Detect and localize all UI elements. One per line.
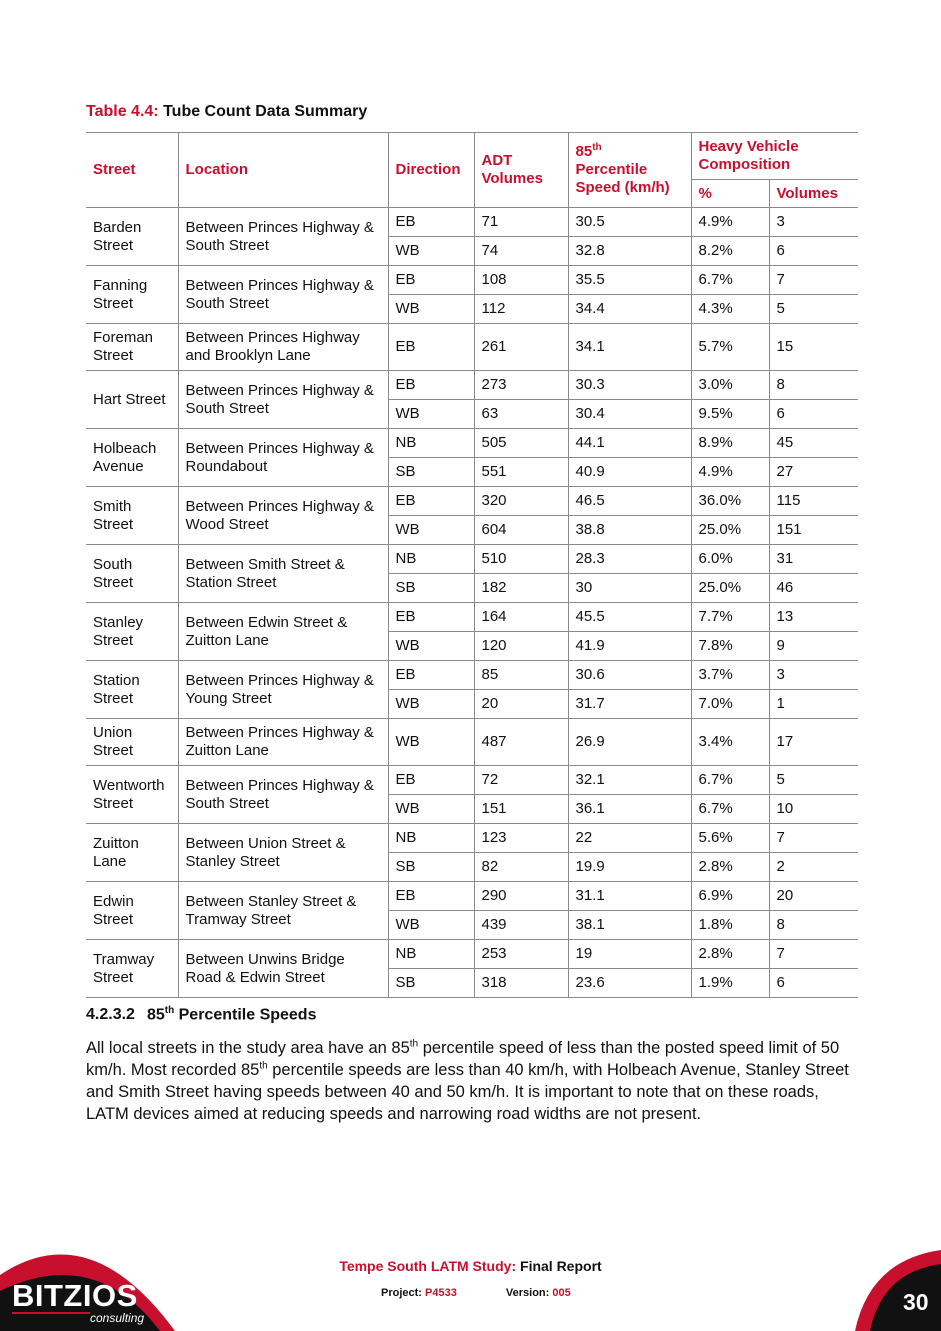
- cell-adt: 108: [474, 266, 568, 295]
- cell-direction: NB: [388, 429, 474, 458]
- cell-heavy-volumes: 8: [769, 371, 858, 400]
- report-meta: Project: P4533 Version: 005: [381, 1287, 571, 1299]
- cell-adt: 63: [474, 400, 568, 429]
- cell-heavy-volumes: 31: [769, 545, 858, 574]
- cell-85th-speed: 23.6: [568, 969, 691, 998]
- cell-85th-speed: 32.8: [568, 237, 691, 266]
- cell-heavy-volumes: 7: [769, 266, 858, 295]
- table-row: [86, 371, 858, 400]
- table-row: [86, 208, 858, 237]
- cell-heavy-percent: 8.9%: [691, 429, 769, 458]
- cell-85th-speed: 34.1: [568, 324, 691, 371]
- cell-heavy-percent: 3.4%: [691, 719, 769, 766]
- cell-adt: 320: [474, 487, 568, 516]
- cell-direction: WB: [388, 516, 474, 545]
- cell-street: Hart Street: [86, 371, 178, 429]
- cell-heavy-percent: 7.8%: [691, 632, 769, 661]
- cell-heavy-percent: 4.9%: [691, 208, 769, 237]
- cell-heavy-percent: 7.7%: [691, 603, 769, 632]
- cell-heavy-volumes: 5: [769, 766, 858, 795]
- cell-direction: EB: [388, 324, 474, 371]
- cell-heavy-volumes: 46: [769, 574, 858, 603]
- cell-heavy-volumes: 5: [769, 295, 858, 324]
- cell-adt: 74: [474, 237, 568, 266]
- cell-adt: 318: [474, 969, 568, 998]
- cell-location: Between Princes Highway & South Street: [178, 266, 388, 324]
- cell-85th-speed: 38.1: [568, 911, 691, 940]
- cell-direction: SB: [388, 853, 474, 882]
- cell-location: Between Princes Highway & Zuitton Lane: [178, 719, 388, 766]
- cell-direction: WB: [388, 237, 474, 266]
- cell-85th-speed: 34.4: [568, 295, 691, 324]
- cell-heavy-volumes: 13: [769, 603, 858, 632]
- cell-heavy-percent: 8.2%: [691, 237, 769, 266]
- table-row: [86, 603, 858, 632]
- cell-heavy-volumes: 3: [769, 661, 858, 690]
- table-title: Tube Count Data Summary: [163, 103, 368, 120]
- cell-direction: SB: [388, 969, 474, 998]
- header-location: Location: [178, 133, 388, 208]
- cell-adt: 604: [474, 516, 568, 545]
- cell-heavy-percent: 2.8%: [691, 940, 769, 969]
- cell-adt: 182: [474, 574, 568, 603]
- cell-heavy-percent: 36.0%: [691, 487, 769, 516]
- cell-adt: 20: [474, 690, 568, 719]
- cell-85th-speed: 44.1: [568, 429, 691, 458]
- cell-location: Between Princes Highway and Brooklyn Lane: [178, 324, 388, 371]
- cell-heavy-volumes: 7: [769, 940, 858, 969]
- cell-adt: 72: [474, 766, 568, 795]
- cell-heavy-percent: 2.8%: [691, 853, 769, 882]
- cell-street: Edwin Street: [86, 882, 178, 940]
- cell-85th-speed: 40.9: [568, 458, 691, 487]
- cell-location: Between Princes Highway & South Street: [178, 208, 388, 266]
- cell-direction: EB: [388, 766, 474, 795]
- tube-count-table: [86, 132, 858, 998]
- cell-direction: SB: [388, 574, 474, 603]
- table-row: [86, 545, 858, 574]
- cell-heavy-percent: 6.0%: [691, 545, 769, 574]
- cell-street: Union Street: [86, 719, 178, 766]
- cell-heavy-percent: 6.7%: [691, 266, 769, 295]
- cell-heavy-percent: 6.7%: [691, 766, 769, 795]
- cell-adt: 71: [474, 208, 568, 237]
- cell-85th-speed: 19: [568, 940, 691, 969]
- cell-adt: 112: [474, 295, 568, 324]
- cell-street: Tramway Street: [86, 940, 178, 998]
- cell-direction: EB: [388, 208, 474, 237]
- table-row: [86, 661, 858, 690]
- report-title: Tempe South LATM Study: Final Report: [339, 1258, 602, 1274]
- cell-location: Between Unwins Bridge Road & Edwin Street: [178, 940, 388, 998]
- table-row: [86, 824, 858, 853]
- header-adt-volumes: ADT Volumes: [474, 133, 568, 208]
- cell-heavy-volumes: 1: [769, 690, 858, 719]
- cell-85th-speed: 31.1: [568, 882, 691, 911]
- cell-street: Wentworth Street: [86, 766, 178, 824]
- table-caption: [86, 103, 367, 121]
- cell-heavy-percent: 3.0%: [691, 371, 769, 400]
- section-heading: 4.2.3.2 85th Percentile Speeds: [86, 1005, 317, 1024]
- cell-adt: 164: [474, 603, 568, 632]
- cell-direction: WB: [388, 295, 474, 324]
- table-row: [86, 719, 858, 766]
- body-paragraph: All local streets in the study area have an 85th percentile speed of less than the posted speed limit of 50 km/h. Most recorded 85th percentile speeds are less than 40 km/h, with Holbeach Avenue, Stanley Street and Smith Street having speeds between 40 and 50 km/h. It is important to note that on these roads, LATM devices aimed at reducing speeds and narrowing road widths are not present.: [86, 1038, 849, 1123]
- company-logo-text: BITZIOS: [12, 1278, 138, 1313]
- cell-heavy-volumes: 15: [769, 324, 858, 371]
- cell-85th-speed: 36.1: [568, 795, 691, 824]
- cell-85th-speed: 19.9: [568, 853, 691, 882]
- cell-direction: EB: [388, 371, 474, 400]
- cell-location: Between Princes Highway & Roundabout: [178, 429, 388, 487]
- table-row: [86, 429, 858, 458]
- cell-direction: SB: [388, 458, 474, 487]
- cell-heavy-volumes: 17: [769, 719, 858, 766]
- cell-85th-speed: 30.5: [568, 208, 691, 237]
- cell-85th-speed: 30.4: [568, 400, 691, 429]
- cell-85th-speed: 31.7: [568, 690, 691, 719]
- table-number: Table 4.4:: [86, 103, 159, 120]
- cell-85th-speed: 45.5: [568, 603, 691, 632]
- cell-heavy-percent: 1.9%: [691, 969, 769, 998]
- cell-street: Station Street: [86, 661, 178, 719]
- cell-direction: NB: [388, 545, 474, 574]
- cell-heavy-percent: 4.9%: [691, 458, 769, 487]
- header-heavy-volumes: Volumes: [769, 180, 858, 208]
- cell-location: Between Edwin Street & Zuitton Lane: [178, 603, 388, 661]
- cell-heavy-percent: 4.3%: [691, 295, 769, 324]
- header-85th-percentile: 85th Percentile Speed (km/h): [568, 133, 691, 208]
- cell-85th-speed: 28.3: [568, 545, 691, 574]
- cell-direction: EB: [388, 487, 474, 516]
- cell-heavy-volumes: 8: [769, 911, 858, 940]
- cell-street: Foreman Street: [86, 324, 178, 371]
- cell-heavy-volumes: 151: [769, 516, 858, 545]
- cell-adt: 120: [474, 632, 568, 661]
- cell-heavy-volumes: 2: [769, 853, 858, 882]
- cell-85th-speed: 30.6: [568, 661, 691, 690]
- cell-heavy-volumes: 3: [769, 208, 858, 237]
- cell-heavy-volumes: 9: [769, 632, 858, 661]
- cell-85th-speed: 32.1: [568, 766, 691, 795]
- cell-street: Smith Street: [86, 487, 178, 545]
- cell-heavy-volumes: 115: [769, 487, 858, 516]
- cell-direction: EB: [388, 661, 474, 690]
- cell-adt: 439: [474, 911, 568, 940]
- cell-street: Holbeach Avenue: [86, 429, 178, 487]
- cell-heavy-percent: 1.8%: [691, 911, 769, 940]
- table-row: [86, 882, 858, 911]
- cell-heavy-volumes: 10: [769, 795, 858, 824]
- section-number: 4.2.3.2: [86, 1006, 135, 1024]
- cell-85th-speed: 30: [568, 574, 691, 603]
- cell-adt: 85: [474, 661, 568, 690]
- cell-heavy-percent: 6.7%: [691, 795, 769, 824]
- cell-direction: NB: [388, 824, 474, 853]
- cell-heavy-percent: 25.0%: [691, 516, 769, 545]
- cell-location: Between Princes Highway & Young Street: [178, 661, 388, 719]
- cell-direction: NB: [388, 940, 474, 969]
- cell-direction: WB: [388, 400, 474, 429]
- cell-85th-speed: 22: [568, 824, 691, 853]
- cell-street: South Street: [86, 545, 178, 603]
- cell-location: Between Union Street & Stanley Street: [178, 824, 388, 882]
- table-row: [86, 766, 858, 795]
- cell-heavy-percent: 25.0%: [691, 574, 769, 603]
- cell-adt: 123: [474, 824, 568, 853]
- table-row: [86, 940, 858, 969]
- cell-heavy-volumes: 45: [769, 429, 858, 458]
- cell-direction: WB: [388, 795, 474, 824]
- cell-85th-speed: 30.3: [568, 371, 691, 400]
- cell-heavy-volumes: 27: [769, 458, 858, 487]
- cell-location: Between Princes Highway & South Street: [178, 766, 388, 824]
- cell-adt: 253: [474, 940, 568, 969]
- cell-heavy-percent: 5.7%: [691, 324, 769, 371]
- cell-street: Barden Street: [86, 208, 178, 266]
- cell-direction: EB: [388, 603, 474, 632]
- table-row: [86, 324, 858, 371]
- header-heavy-percent: %: [691, 180, 769, 208]
- cell-direction: WB: [388, 719, 474, 766]
- page-number: 30: [903, 1289, 929, 1315]
- cell-location: Between Smith Street & Station Street: [178, 545, 388, 603]
- cell-location: Between Stanley Street & Tramway Street: [178, 882, 388, 940]
- cell-85th-speed: 41.9: [568, 632, 691, 661]
- table-body: [86, 208, 858, 998]
- cell-heavy-volumes: 20: [769, 882, 858, 911]
- table-row: [86, 487, 858, 516]
- cell-85th-speed: 35.5: [568, 266, 691, 295]
- cell-heavy-volumes: 6: [769, 400, 858, 429]
- cell-street: Zuitton Lane: [86, 824, 178, 882]
- cell-85th-speed: 46.5: [568, 487, 691, 516]
- cell-direction: WB: [388, 911, 474, 940]
- cell-adt: 510: [474, 545, 568, 574]
- cell-85th-speed: 26.9: [568, 719, 691, 766]
- cell-heavy-percent: 6.9%: [691, 882, 769, 911]
- company-logo-sub: consulting: [90, 1311, 145, 1325]
- cell-heavy-percent: 3.7%: [691, 661, 769, 690]
- cell-adt: 290: [474, 882, 568, 911]
- cell-direction: EB: [388, 266, 474, 295]
- cell-location: Between Princes Highway & Wood Street: [178, 487, 388, 545]
- header-direction: Direction: [388, 133, 474, 208]
- cell-street: Stanley Street: [86, 603, 178, 661]
- cell-direction: WB: [388, 690, 474, 719]
- table-row: [86, 266, 858, 295]
- header-heavy-vehicle: Heavy Vehicle Composition: [691, 133, 858, 180]
- cell-location: Between Princes Highway & South Street: [178, 371, 388, 429]
- cell-adt: 261: [474, 324, 568, 371]
- cell-adt: 273: [474, 371, 568, 400]
- header-street: Street: [86, 133, 178, 208]
- cell-direction: WB: [388, 632, 474, 661]
- cell-adt: 505: [474, 429, 568, 458]
- cell-adt: 82: [474, 853, 568, 882]
- cell-direction: EB: [388, 882, 474, 911]
- cell-street: Fanning Street: [86, 266, 178, 324]
- cell-adt: 551: [474, 458, 568, 487]
- cell-adt: 487: [474, 719, 568, 766]
- cell-heavy-volumes: 7: [769, 824, 858, 853]
- cell-heavy-percent: 7.0%: [691, 690, 769, 719]
- cell-heavy-volumes: 6: [769, 237, 858, 266]
- cell-heavy-percent: 5.6%: [691, 824, 769, 853]
- cell-adt: 151: [474, 795, 568, 824]
- cell-heavy-percent: 9.5%: [691, 400, 769, 429]
- cell-85th-speed: 38.8: [568, 516, 691, 545]
- cell-heavy-volumes: 6: [769, 969, 858, 998]
